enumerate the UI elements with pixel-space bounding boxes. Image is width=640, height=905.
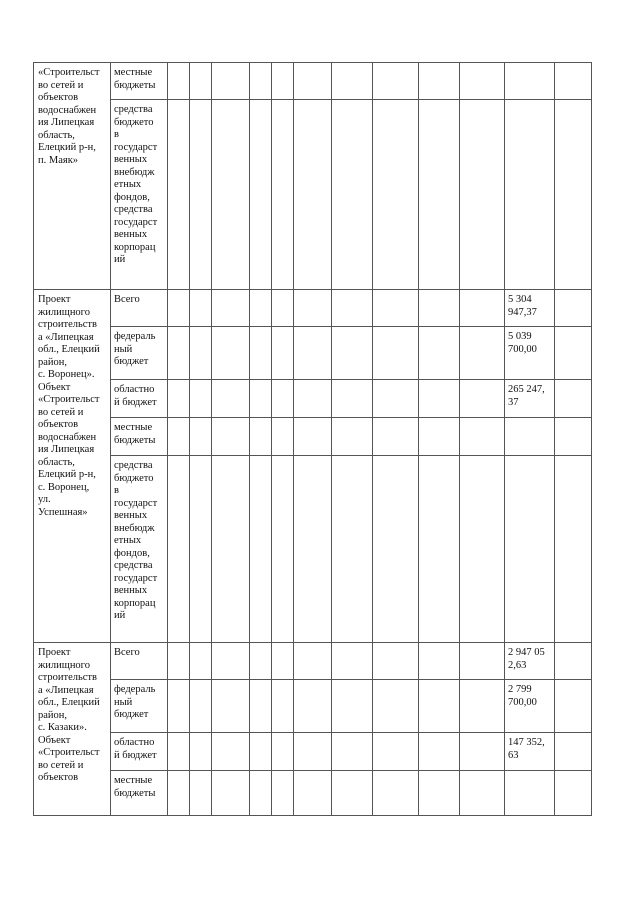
text-line: средства [114,460,153,471]
empty-cell [190,327,212,380]
empty-cell [555,733,592,771]
amount-cell [505,63,555,100]
empty-cell [212,418,250,456]
text-line: бюджето [114,472,154,484]
text-line: во сетей и [38,759,84,771]
empty-cell [460,771,505,816]
text-line: Проект [38,294,71,305]
empty-cell [294,771,332,816]
text-line: местные [114,422,153,433]
empty-cell [419,456,460,643]
project-description-cell [34,290,111,643]
empty-cell [272,680,294,733]
empty-cell [419,100,460,290]
empty-cell [272,733,294,771]
text-line: федераль [114,331,156,342]
text-line: бюджеты [114,434,156,446]
empty-cell [419,643,460,680]
text-line: Проект [38,647,71,658]
empty-cell [250,100,272,290]
empty-cell [168,643,190,680]
table-row [34,643,592,680]
empty-cell [373,643,419,680]
empty-cell [460,680,505,733]
table-row [34,680,592,733]
text-line: Объект [38,734,71,746]
empty-cell [555,418,592,456]
text-line: бюджет [114,709,149,720]
amount-cell [505,327,555,380]
empty-cell [250,456,272,643]
empty-cell [373,327,419,380]
empty-cell [373,680,419,733]
empty-cell [332,100,373,290]
empty-cell [212,456,250,643]
text-line: с. Воронец, [38,481,90,493]
empty-cell [460,733,505,771]
empty-cell [419,290,460,327]
empty-cell [190,643,212,680]
text-line: ия Липецкая [38,444,95,455]
funding-source-cell [111,63,168,100]
text-line: федераль [114,684,156,695]
text-line: государст [114,572,158,584]
empty-cell [555,771,592,816]
table-row [34,418,592,456]
text-line: район, [38,356,68,368]
text-line: «Строительст [38,747,100,758]
empty-cell [373,771,419,816]
text-line: й бюджет [114,396,157,408]
empty-cell [373,100,419,290]
empty-cell [250,733,272,771]
text-line: бюджет [114,356,149,367]
empty-cell [168,290,190,327]
text-line: Всего [114,294,140,305]
text-line: областно [114,737,155,748]
empty-cell [212,63,250,100]
amount-cell [505,380,555,418]
empty-cell [212,380,250,418]
amount-cell [505,418,555,456]
funding-source-cell [111,456,168,643]
empty-cell [168,418,190,456]
text-line: 2,63 [508,659,527,671]
project-description-cell [34,643,111,816]
text-line: а «Липецкая [38,331,94,343]
text-line: п. Маяк» [38,154,79,166]
table-row [34,456,592,643]
text-line: государст [114,141,158,153]
empty-cell [168,63,190,100]
empty-cell [294,290,332,327]
empty-cell [419,380,460,418]
text-line: 63 [508,749,519,761]
empty-cell [168,100,190,290]
empty-cell [419,733,460,771]
empty-cell [190,290,212,327]
text-line: средства [114,560,153,571]
text-line: областно [114,384,155,395]
funding-source-cell [111,418,168,456]
empty-cell [332,456,373,643]
text-line: венных [114,585,148,596]
text-line: район, [38,709,68,721]
text-line: 947,37 [508,306,537,318]
empty-cell [294,643,332,680]
table-row [34,771,592,816]
text-line: венных [114,510,148,521]
text-line: местные [114,67,153,78]
empty-cell [419,680,460,733]
empty-cell [212,733,250,771]
text-line: водоснабжен [38,104,97,116]
amount-cell [505,100,555,290]
text-line: с. Казаки». [38,722,87,733]
text-line: обл., Елецкий [38,697,100,708]
empty-cell [555,456,592,643]
empty-cell [272,327,294,380]
empty-cell [190,456,212,643]
text-line: корпорац [114,597,156,609]
empty-cell [419,63,460,100]
empty-cell [460,290,505,327]
empty-cell [332,771,373,816]
text-line: водоснабжен [38,431,97,443]
empty-cell [250,643,272,680]
empty-cell [190,100,212,290]
table-row [34,63,592,100]
empty-cell [212,290,250,327]
empty-cell [168,733,190,771]
empty-cell [460,100,505,290]
empty-cell [460,456,505,643]
empty-cell [272,456,294,643]
text-line: ул. [38,494,51,505]
text-line: корпорац [114,241,156,253]
text-line: средства [114,204,153,215]
empty-cell [212,680,250,733]
amount-cell [505,643,555,680]
table-row [34,380,592,418]
text-line: область, [38,456,75,468]
text-line: 2 799 [508,684,532,695]
empty-cell [250,380,272,418]
empty-cell [294,63,332,100]
empty-cell [190,680,212,733]
text-line: объектов [38,772,79,783]
empty-cell [250,771,272,816]
text-line: Елецкий р-н, [38,142,96,153]
text-line: а «Липецкая [38,684,94,696]
text-line: внебюдж [114,166,155,178]
text-line: етных [114,179,142,190]
empty-cell [332,380,373,418]
empty-cell [332,733,373,771]
empty-cell [460,418,505,456]
text-line: 2 947 05 [508,647,545,658]
text-line: в [114,129,119,140]
text-line: фондов, [114,547,150,559]
text-line: й бюджет [114,749,157,761]
funding-source-cell [111,771,168,816]
empty-cell [555,680,592,733]
text-line: с. Воронец». [38,369,95,380]
empty-cell [272,290,294,327]
empty-cell [190,380,212,418]
text-line: Объект [38,381,71,393]
funding-source-cell [111,290,168,327]
empty-cell [190,733,212,771]
empty-cell [555,643,592,680]
empty-cell [168,680,190,733]
empty-cell [190,771,212,816]
text-line: 37 [508,396,519,408]
text-line: во сетей и [38,406,84,418]
empty-cell [294,327,332,380]
amount-cell [505,290,555,327]
empty-cell [555,290,592,327]
text-line: жилищного [38,306,90,318]
text-line: внебюдж [114,522,155,534]
empty-cell [212,327,250,380]
empty-cell [332,418,373,456]
text-line: бюджеты [114,79,156,91]
empty-cell [373,456,419,643]
budget-table [33,62,592,816]
empty-cell [250,327,272,380]
text-line: жилищного [38,659,90,671]
funding-source-cell [111,680,168,733]
funding-source-cell [111,327,168,380]
empty-cell [250,418,272,456]
empty-cell [294,733,332,771]
text-line: в [114,485,119,496]
funding-source-cell [111,100,168,290]
project-description-cell [34,63,111,290]
text-line: «Строительст [38,394,100,405]
empty-cell [555,63,592,100]
text-line: ия Липецкая [38,117,95,128]
empty-cell [168,771,190,816]
table-row [34,100,592,290]
empty-cell [250,680,272,733]
text-line: 265 247, [508,384,545,395]
text-line: венных [114,229,148,240]
text-line: бюджето [114,116,154,128]
text-line: Елецкий р-н, [38,469,96,480]
empty-cell [332,327,373,380]
text-line: область, [38,129,75,141]
empty-cell [373,418,419,456]
empty-cell [332,643,373,680]
text-line: ный [114,696,133,708]
text-line: средства [114,104,153,115]
empty-cell [373,290,419,327]
amount-cell [505,733,555,771]
empty-cell [272,771,294,816]
funding-source-cell [111,733,168,771]
amount-cell [505,456,555,643]
amount-cell [505,771,555,816]
empty-cell [250,63,272,100]
text-line: 5 304 [508,294,532,305]
empty-cell [294,456,332,643]
empty-cell [555,327,592,380]
empty-cell [294,680,332,733]
empty-cell [294,418,332,456]
empty-cell [419,771,460,816]
empty-cell [212,100,250,290]
empty-cell [250,290,272,327]
empty-cell [168,456,190,643]
table-row [34,733,592,771]
text-line: строительств [38,672,97,683]
text-line: ий [114,610,126,621]
text-line: венных [114,154,148,165]
empty-cell [190,418,212,456]
empty-cell [272,643,294,680]
text-line: бюджеты [114,787,156,799]
empty-cell [272,100,294,290]
empty-cell [555,380,592,418]
empty-cell [168,327,190,380]
funding-source-cell [111,380,168,418]
empty-cell [272,380,294,418]
funding-source-cell [111,643,168,680]
text-line: Успешная» [38,506,88,518]
text-line: строительств [38,319,97,330]
text-line: объектов [38,419,79,430]
empty-cell [332,63,373,100]
text-line: ий [114,254,126,265]
table-row [34,327,592,380]
empty-cell [332,290,373,327]
empty-cell [190,63,212,100]
empty-cell [419,327,460,380]
empty-cell [272,63,294,100]
text-line: фондов, [114,191,150,203]
text-line: ный [114,343,133,355]
text-line: обл., Елецкий [38,344,100,355]
text-line: 700,00 [508,343,537,355]
text-line: местные [114,775,153,786]
empty-cell [460,380,505,418]
empty-cell [212,643,250,680]
text-line: государст [114,216,158,228]
text-line: «Строительст [38,67,100,78]
empty-cell [373,380,419,418]
empty-cell [212,771,250,816]
empty-cell [332,680,373,733]
text-line: 700,00 [508,696,537,708]
text-line: етных [114,535,142,546]
empty-cell [272,418,294,456]
text-line: во сетей и [38,79,84,91]
text-line: Всего [114,647,140,658]
amount-cell [505,680,555,733]
text-line: 147 352, [508,737,545,748]
text-line: объектов [38,92,79,103]
text-line: 5 039 [508,331,532,342]
empty-cell [294,380,332,418]
empty-cell [294,100,332,290]
table-row [34,290,592,327]
empty-cell [373,733,419,771]
empty-cell [373,63,419,100]
empty-cell [555,100,592,290]
empty-cell [419,418,460,456]
empty-cell [168,380,190,418]
empty-cell [460,327,505,380]
text-line: государст [114,497,158,509]
empty-cell [460,63,505,100]
empty-cell [460,643,505,680]
